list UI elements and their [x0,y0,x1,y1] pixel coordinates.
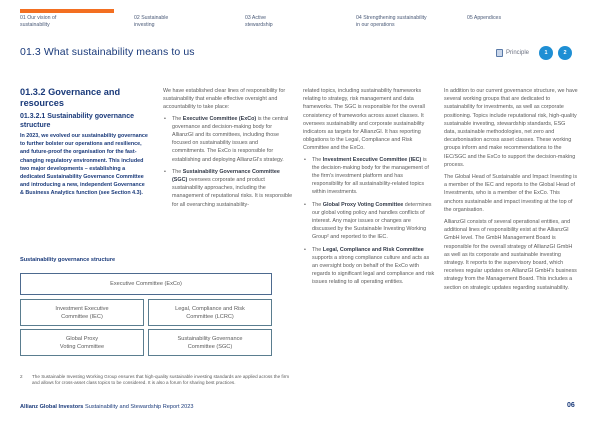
nav-item-label: in our operations [356,21,395,28]
paragraph: The Global Head of Sustainable and Impact Investing is a member of the IEC and reports to the Global Head of Investments, who is a member of the ExCo. This anchors sustainable and impact investing at the top of the organisation. [444,174,578,213]
org-box-label: Global Proxy [65,335,99,342]
org-box-iec [20,299,144,326]
org-box-exco [20,273,272,295]
footnote [20,374,290,386]
paragraph: In addition to our current governance structure, we have several working groups that are dedicated to sustainability for investments, as well as corporate positioning. Topics include reputational risk, high-quality sustainable investing, stewardship standards, ESG data, sustainable methodologies, net zero and decarbonisation across asset classes. These working groups inform and make recommendations to the IEC/SGC and the ExCo to support the decision-making process. [444,88,578,168]
org-box-label: Sustainability Governance [177,335,243,342]
nav-item-label: 04 Strengthening sustainability [356,15,427,21]
list-item-sgc: • The Sustainability Governance Committee (SGC) oversees corporate and product sustainability approaches, including the management of reputational risks. It is responsible for all overarching sustainability- [163,168,293,209]
subsubsection-heading: 01.3.2.1 Sustainability governance structure [20,113,134,129]
committee-list [303,156,435,287]
column-working-groups [444,87,578,292]
nav-item-label: 03 Active [245,15,267,21]
nav-item-label: 01 Our vision of [20,15,57,21]
list-item-exco: • The Executive Committee (ExCo) is the central governance and decision-making body for AllianzGI and its committees, including those focused on sustainability issues and commitments. The ExCo is responsible for establishing and deploying AllianzGI's strategy. [163,115,293,164]
brand-name: Allianz Global Investors [20,404,84,410]
nav-item-vision[interactable] [20,15,56,29]
nav-item-sustainable-investing[interactable] [134,15,168,29]
nav-item-label: investing [134,21,155,28]
committee-list [163,115,293,209]
intro-paragraph: We have established clear lines of responsibility for sustainability that enable effective oversight and accountability to take place: [163,88,286,111]
nav-item-label: stewardship [245,21,273,28]
org-box-gpvc [20,329,144,356]
org-box-label: Committee (IEC) [61,313,103,320]
column-committees [303,87,435,291]
lead-paragraph: In 2023, we evolved our sustainability governance to further bolster our operations and resilience, and future-proof the organisation for the fast-changing regulatory environment. This included two major developments – establishing a dedicated Sustainability Governance Committee and introducing a new, independent Governance & Business Analytics function (see Section 4.3). [20,133,148,197]
org-box-label: Investment Executive [55,305,109,312]
nav-item-appendices[interactable] [467,15,501,22]
org-box-lcrc [148,299,272,326]
list-item-iec: • The Investment Executive Committee (IEC) is the decision-making body for the management of the firm's investment platform and has responsibility for all sustainability-related topics within investments. [303,156,435,197]
org-box-label: Committee (SGC) [187,343,233,350]
nav-item-label: 02 Sustainable [134,15,169,21]
principle-badge-1[interactable]: 1 [539,46,553,60]
nav-item-operations[interactable] [356,15,427,29]
principle-badge-2[interactable]: 2 [558,46,572,60]
section-title: 01.3 What sustainability means to us [20,46,195,58]
column-responsibilities [163,87,293,213]
report-title: Sustainability and Stewardship Report 2023 [83,404,194,410]
continued-paragraph: related topics, including sustainability frameworks relating to strategy, risk management and data frameworks. The SGC is responsible for the overall consistency of frameworks across asset classes. It oversees sustainability and corporate sustainability indicators as targets for AllianzGI. It has reporting obligations to the Legal, Compliance and Risk Committee and the ExCo. [303,88,425,152]
footnote-number: 2 [20,374,23,379]
nav-item-label: sustainability [20,21,50,28]
subsection-heading: 01.3.2 Governance and resources [20,87,121,108]
org-box-label: Voting Committee [59,343,105,350]
document-icon [496,49,503,57]
nav-item-label: 05 Appendices [467,15,502,21]
principle-indicator [496,46,572,60]
org-box-label: Executive Committee (ExCo) [110,281,182,287]
top-navigation [0,0,600,34]
nav-item-active-stewardship[interactable] [245,15,273,29]
list-item-gpvc: • The Global Proxy Voting Committee determines our global voting policy and handles conflicts of interest. Any major issues or changes are discussed by the Sustainable Investing Working Group² and reported to the IEC. [303,201,435,242]
footer [20,404,194,410]
active-section-indicator [20,9,114,13]
org-box-sgc [148,329,272,356]
org-box-label: Legal, Compliance and Risk [175,305,245,312]
list-item-lcrc: • The Legal, Compliance and Risk Committee supports a strong compliance culture and acts as an oversight body on behalf of the ExCo with regards to significant legal and compliance and risk issues relating to all operating entities. [303,246,435,287]
page-number: 06 [567,402,575,409]
principle-label: Principle [506,50,530,56]
footnote-text: The Sustainable Investing Working Group ensures that high-quality sustainable investing standards are applied across the firm and allows for cross-asset class topics to be considered. It is also a forum for sharing best practices. [32,374,290,386]
org-box-label: Committee (LCRC) [186,313,234,320]
column-governance-intro [20,87,150,198]
paragraph: AllianzGI consists of several operational entities, and additional lines of responsibility exist at the AllianzGI GmbH level. The GmbH Management Board is responsible for the overall strategy of AllianzGI GmbH as well as its corporate and sustainable investing strategy. It reports to the supervisory board, which receives regular updates on AllianzGI GmbH's business strategy from the Management Board. This includes a section on strategic updates regarding sustainability. [444,219,577,291]
org-chart-title: Sustainability governance structure [20,257,116,263]
